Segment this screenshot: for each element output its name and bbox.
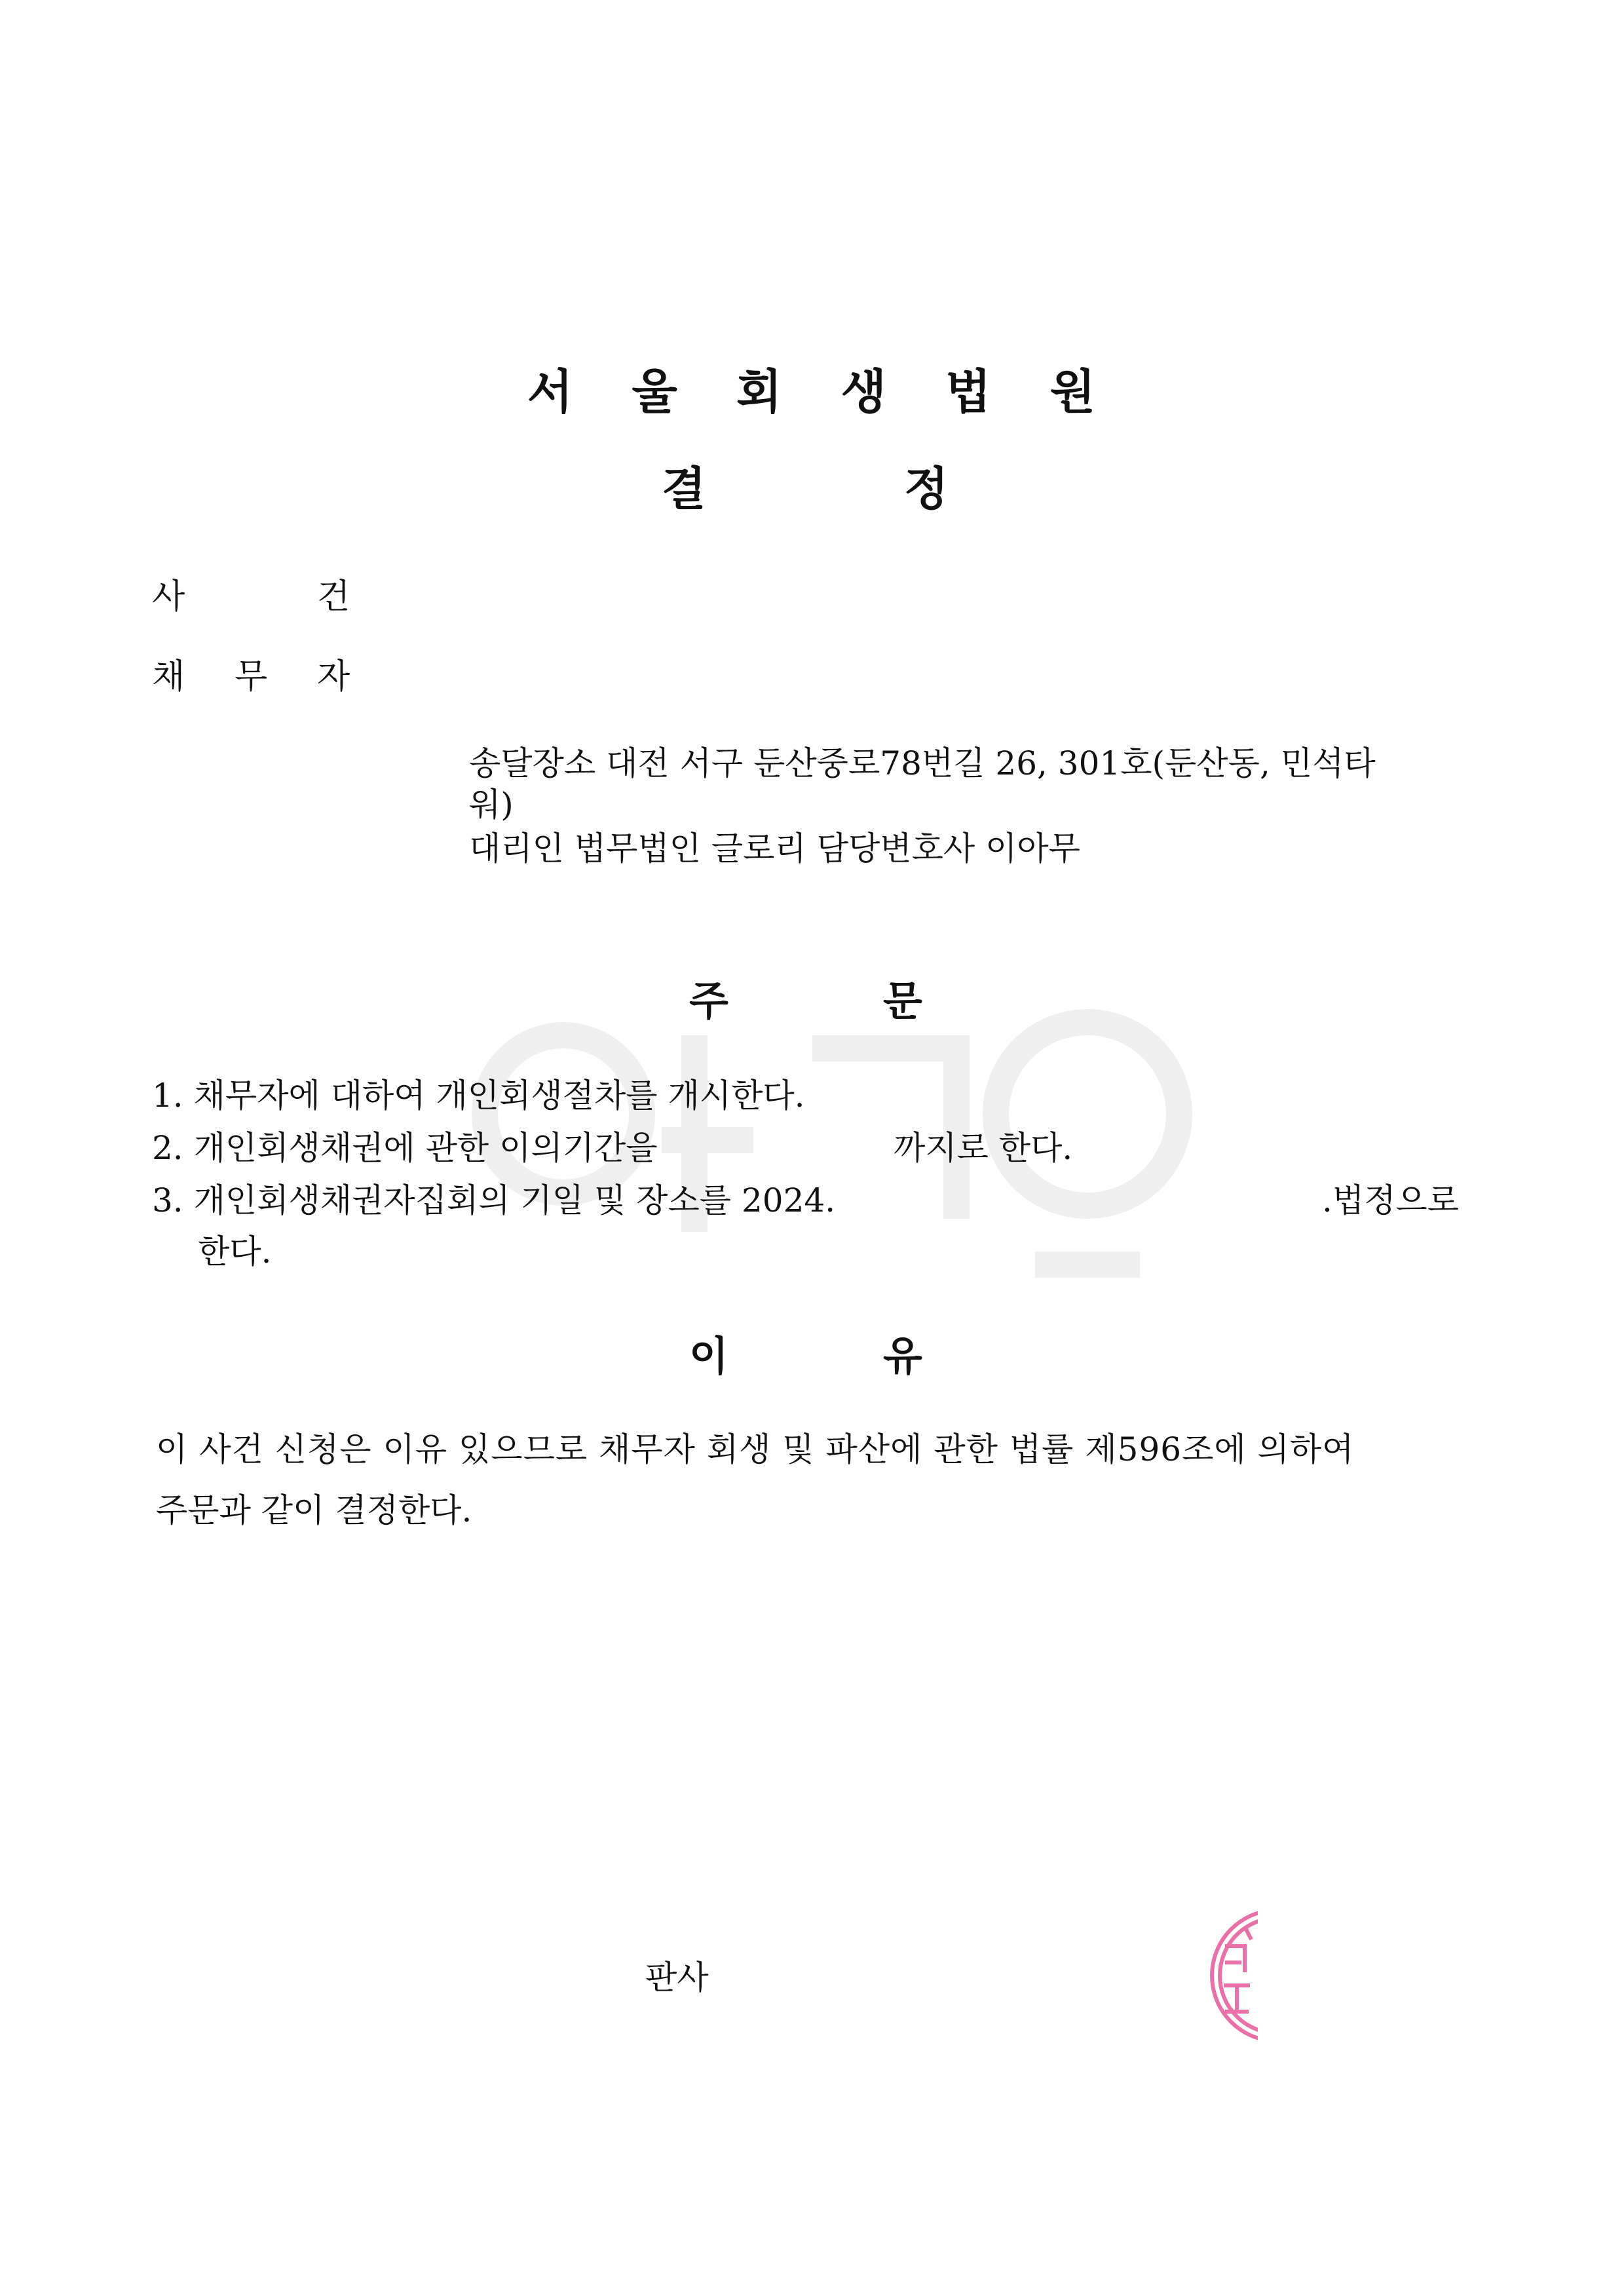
doc-title-right: 정 [904,462,949,516]
case-label-right: 건 [317,577,350,617]
reason-heading-left: 이 [689,1332,728,1380]
court-seal-icon [1205,1900,1258,2051]
order-item-3-start: 3. 개인회생채권자집회의 기일 및 장소를 2024. [152,1181,836,1219]
order-item-2-end: 까지로 한다. [894,1129,1073,1167]
debtor-label-1: 채 [152,657,185,697]
judge-label: 판사 [645,1959,709,1997]
order-item-3-end: .법정으로 [1322,1181,1460,1219]
service-address-line1: 송달장소 대전 서구 둔산중로78번길 26, 301호(둔산동, 민석타 [469,744,1376,782]
reason-text-line1: 이 사건 신청은 이유 있으므로 채무자 회생 및 파산에 관한 법률 제596조에 의하여 [156,1430,1355,1468]
order-item-3-cont: 한다. [198,1233,272,1271]
doc-title-left: 결 [662,462,706,516]
order-heading-right: 문 [883,977,922,1025]
order-item-2-start: 2. 개인회생채권에 관한 이의기간을 [152,1129,658,1167]
debtor-label-2: 무 [235,657,268,697]
case-label-left: 사 [152,577,185,617]
order-heading-left: 주 [689,977,728,1025]
agent-line: 대리인 법무법인 글로리 담당변호사 이아무 [469,830,1080,868]
debtor-label-3: 자 [317,657,350,697]
reason-heading-right: 유 [883,1332,922,1380]
service-address-line2: 워) [469,786,514,824]
reason-text-line2: 주문과 같이 결정한다. [156,1491,472,1529]
order-item-1: 1. 채무자에 대하여 개인회생절차를 개시한다. [152,1077,805,1115]
court-name: 서 울 회 생 법 원 [527,364,1097,419]
